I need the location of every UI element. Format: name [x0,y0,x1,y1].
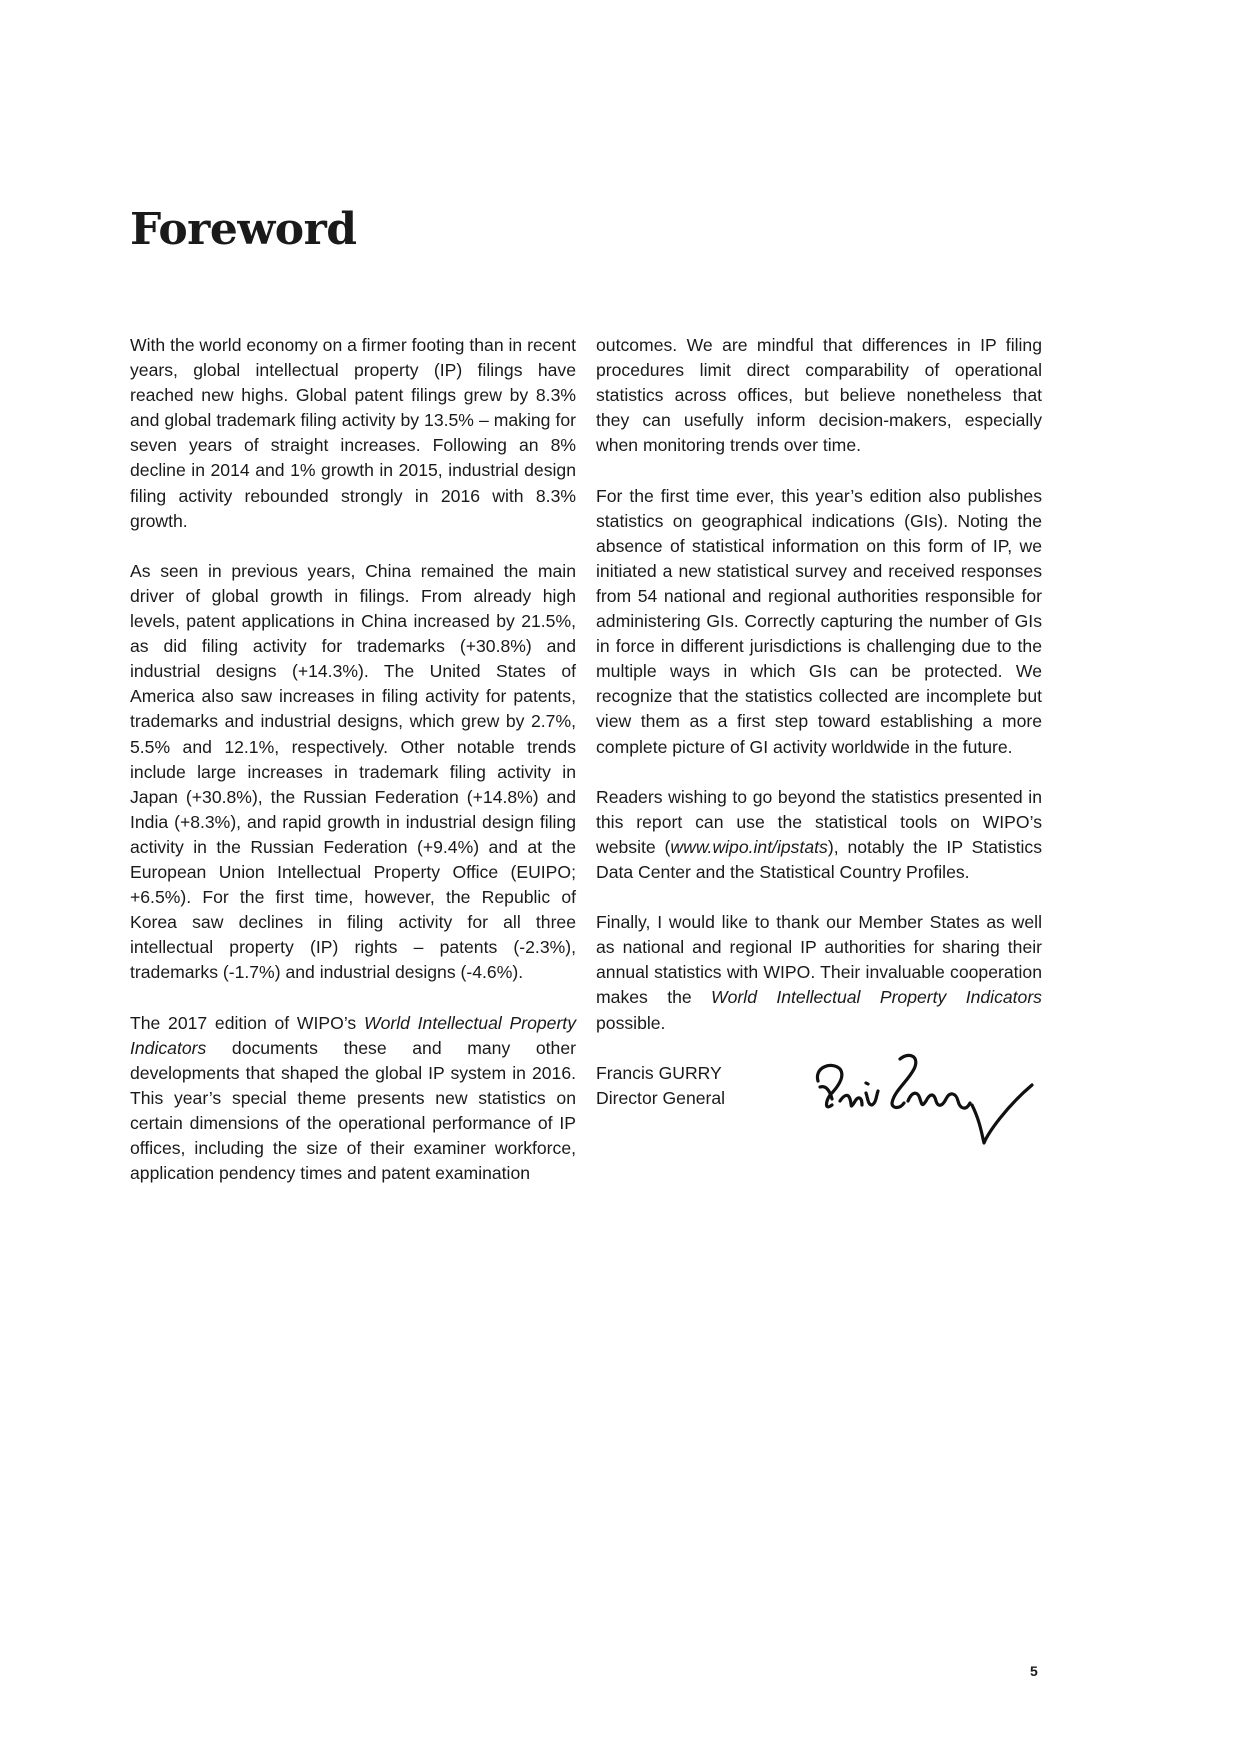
signatory-name: Francis GURRY [596,1062,722,1083]
paragraph [130,1011,576,1187]
left-column [130,333,576,1186]
paragraph [596,785,1042,885]
paragraph-text: ), notably the IP Statistics Data Center and the Statistical Country Profiles. [596,836,1043,882]
report-title-italic: World Intellectual Property Indicators [711,987,1042,1008]
paragraph: outcomes. We are mindful that differences in IP filing procedures limit direct comparability of operational statistics across offices, but believe nonetheless that they can usefully inform decision-makers, especially when monitoring trends over time. [596,335,1042,456]
signatory-role: Director General [596,1087,726,1108]
ipstats-link[interactable]: www.wipo.int/ipstats [670,836,828,857]
paragraph [596,910,1042,1035]
right-column [596,333,1042,1151]
report-title-italic: World Intellectual Property Indicators [130,1012,576,1058]
page-number: 5 [1030,1663,1038,1679]
paragraph: With the world economy on a firmer footing than in recent years, global intellectual property (IP) filings have reached new highs. Global patent filings grew by 8.3% and global trademark filing activity by 13.5% – making for seven years of straight increases. Following an 8% decline in 2014 and 1% growth in 2015, industrial design filing activity rebounded strongly in 2016 with 8.3% growth. [130,335,576,531]
paragraph-text: The 2017 edition of WIPO’s [130,1012,364,1033]
paragraph: As seen in previous years, China remained the main driver of global growth in filings. From already high levels, patent applications in China increased by 21.5%, as did filing activity for trademarks (+30.8%) and industrial designs (+14.3%). The United States of America also saw increases in filing activity for patents, trademarks and industrial designs, which grew by 2.7%, 5.5% and 12.1%, respectively. Other notable trends include large increases in trademark filing activity in Japan (+30.8%), the Russian Federation (+14.8%) and India (+8.3%), and rapid growth in industrial design filing activity in the Russian Federation (+9.4%) and at the European Union Intellectual Property Office (EUIPO; +6.5%). For the first time, however, the Republic of Korea saw declines in filing activity for all three intellectual property (IP) rights – patents (-2.3%), trademarks (-1.7%) and industrial designs (-4.6%). [130,560,576,983]
signoff-block [596,1061,1042,1151]
paragraph-text: Finally, I would like to thank our Member States as well as national and regional IP authorities for sharing their annual statistics with WIPO. Their invaluable cooperation makes the [596,912,1042,1008]
signoff-text [596,1061,725,1111]
signature-image [810,1047,1042,1147]
page-title: Foreword [130,204,357,255]
paragraph-text: documents these and many other developments that shaped the global IP system in 2016. This year’s special theme presents new statistics on certain dimensions of the operational performance of IP offices, including the size of their examiner workforce, application pendency times and patent examination [130,1037,576,1184]
paragraph-text: Readers wishing to go beyond the statistics presented in this report can use the statistical tools on WIPO’s website ( [596,786,1042,857]
paragraph: For the first time ever, this year’s edition also publishes statistics on geographical indications (GIs). Noting the absence of statistical information on this form of IP, we initiated a new statistical survey and received responses from 54 national and regional authorities responsible for administering GIs. Correctly capturing the number of GIs in force in different jurisdictions is challenging due to the multiple ways in which GIs can be protected. We recognize that the statistics collected are incomplete but view them as a first step toward establishing a more complete picture of GI activity worldwide in the future. [596,485,1042,757]
paragraph-text: possible. [596,1012,666,1033]
